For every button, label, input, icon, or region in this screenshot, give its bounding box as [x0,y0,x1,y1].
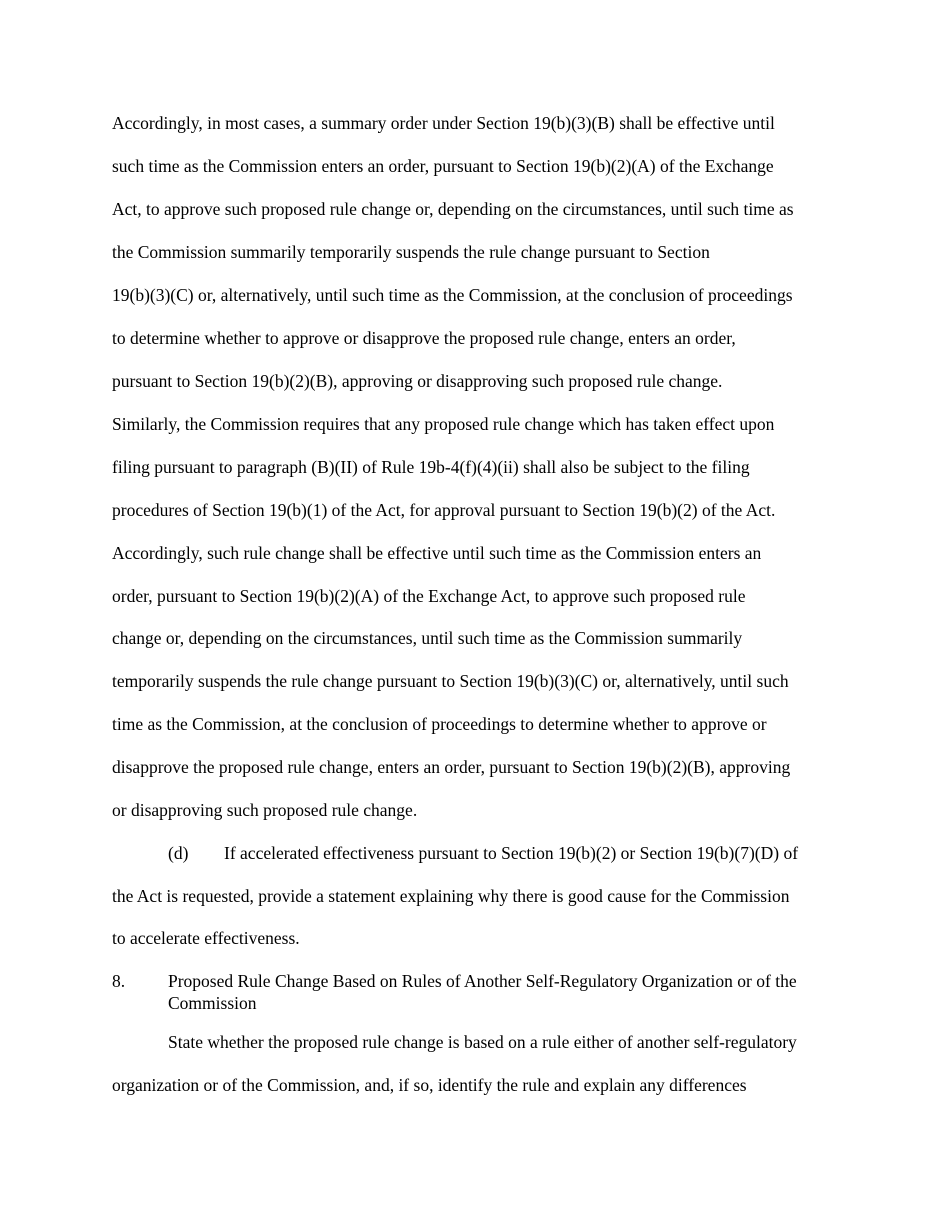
paragraph-line: disapprove the proposed rule change, enters an order, pursuant to Section 19(b)(2)(B), approving [112,757,791,777]
section-8-number: 8. [112,971,126,991]
paragraph-line: time as the Commission, at the conclusion of proceedings to determine whether to approve or [112,714,767,734]
paragraph-line: change or, depending on the circumstances, until such time as the Commission summarily [112,628,743,648]
section-8-body-line: organization or of the Commission, and, if so, identify the rule and explain any differences [112,1075,747,1095]
item-d-label: (d) [168,843,189,863]
paragraph-line: procedures of Section 19(b)(1) of the Act, for approval pursuant to Section 19(b)(2) of the Act. [112,500,776,520]
paragraph-line: pursuant to Section 19(b)(2)(B), approving or disapproving such proposed rule change. [112,371,723,391]
section-8-heading-line: Commission [168,993,257,1013]
paragraph-line: to determine whether to approve or disapprove the proposed rule change, enters an order, [112,328,736,348]
section-8-heading-line: Proposed Rule Change Based on Rules of Another Self-Regulatory Organization or of the [168,971,797,991]
item-d-line: If accelerated effectiveness pursuant to Section 19(b)(2) or Section 19(b)(7)(D) of [224,843,799,863]
paragraph-line: or disapproving such proposed rule change. [112,800,418,820]
paragraph-line: the Commission summarily temporarily suspends the rule change pursuant to Section [112,242,710,262]
paragraph-line: filing pursuant to paragraph (B)(II) of Rule 19b-4(f)(4)(ii) shall also be subject to the filing [112,457,750,477]
paragraph-line: Act, to approve such proposed rule change or, depending on the circumstances, until such time as [112,199,794,219]
paragraph-line: Similarly, the Commission requires that any proposed rule change which has taken effect upon [112,414,775,434]
section-8-body-line: State whether the proposed rule change is based on a rule either of another self-regulatory [168,1032,797,1052]
item-d-line: the Act is requested, provide a statement explaining why there is good cause for the Commission [112,886,790,906]
paragraph-line: order, pursuant to Section 19(b)(2)(A) of the Exchange Act, to approve such proposed rule [112,586,746,606]
paragraph-line: Accordingly, in most cases, a summary order under Section 19(b)(3)(B) shall be effective until [112,113,775,133]
paragraph-line: temporarily suspends the rule change pursuant to Section 19(b)(3)(C) or, alternatively, until such [112,671,789,691]
paragraph-line: such time as the Commission enters an order, pursuant to Section 19(b)(2)(A) of the Exchange [112,156,774,176]
item-d-line: to accelerate effectiveness. [112,928,300,948]
paragraph-line: Accordingly, such rule change shall be effective until such time as the Commission enters an [112,543,762,563]
paragraph-line: 19(b)(3)(C) or, alternatively, until such time as the Commission, at the conclusion of proceedings [112,285,793,305]
